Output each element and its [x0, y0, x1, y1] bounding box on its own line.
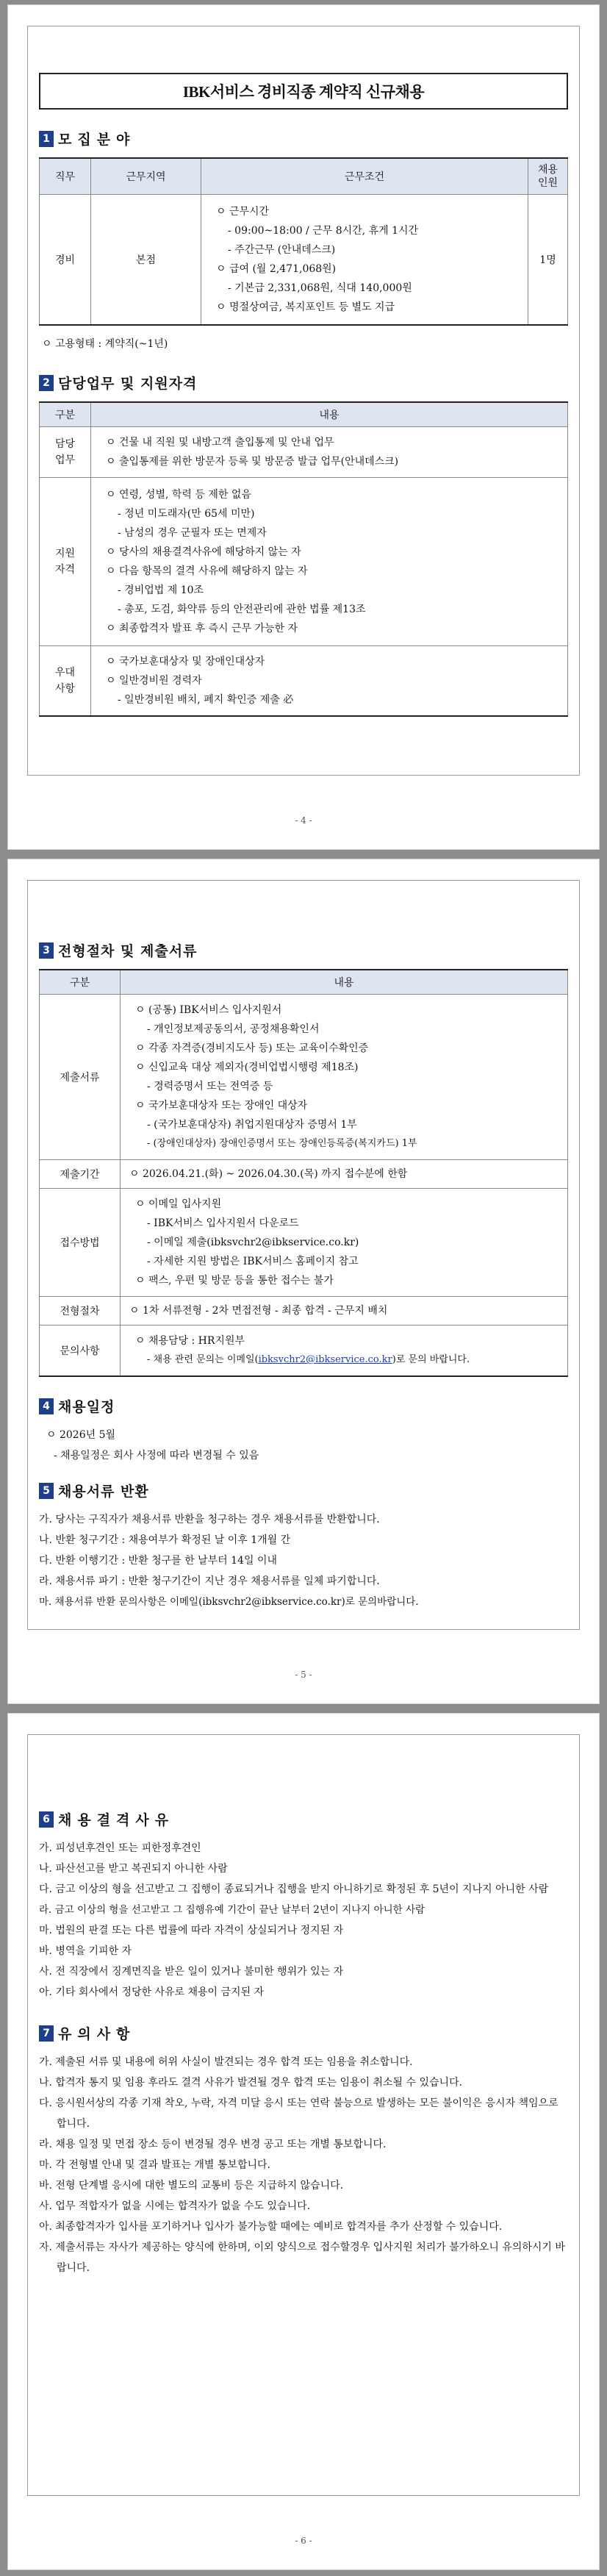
section-heading-selection: [39, 940, 568, 960]
content-line: ㅇ 연령, 성별, 학력 등 제한 없음: [106, 489, 251, 501]
header-content: 내용: [121, 970, 568, 995]
recruitment-table: [39, 157, 568, 326]
content-line: ㅇ 채용담당 : HR지원부: [135, 1335, 245, 1347]
content-line: ㅇ 1차 서류전형 - 2차 면접전형 - 최종 합격 - 근무지 배치: [129, 1305, 388, 1317]
content-line: - 일반경비원 배치, 폐지 확인증 제출 必: [118, 694, 294, 706]
row-content-process: [121, 1297, 568, 1325]
condition-line: - 09:00~18:00 / 근무 8시간, 휴게 1시간: [228, 225, 419, 237]
selection-table: [39, 969, 568, 1377]
content-line: - (장애인대상자) 장애인증명서 또는 장애인등록증(복지카드) 1부: [147, 1138, 417, 1149]
header-content: 내용: [91, 402, 568, 427]
body-line: - 채용일정은 회사 사정에 따라 변경될 수 있음: [54, 1450, 259, 1461]
condition-line: ㅇ 근무시간: [216, 206, 270, 218]
content-line: - (국가보훈대상자) 취업지원대상자 증명서 1부: [147, 1119, 357, 1131]
row-content-method: [121, 1189, 568, 1297]
section-number: 1: [39, 131, 54, 147]
body-line: 가. 당사는 구직자가 채용서류 반환을 청구하는 경우 채용서류를 반환합니다.: [39, 1514, 380, 1525]
inquiry-email-line: - 채용 관련 문의는 이메일(ibksvchr2@ibkservice.co.kr)로 문의 바랍니다.: [147, 1354, 470, 1365]
page-number: - 6 -: [295, 2536, 312, 2546]
row-content-qualifications: [91, 478, 568, 646]
row-content-preferences: [91, 646, 568, 717]
body-line: 사. 전 직장에서 징계면직을 받은 일이 있거나 불미한 행위가 있는 자: [39, 1966, 344, 1978]
condition-line: - 주간근무 (안내데스크): [228, 244, 336, 256]
condition-line: ㅇ 급여 (월 2,471,068원): [216, 263, 337, 275]
cell-conditions: [201, 195, 528, 326]
content-line: ㅇ 팩스, 우편 및 방문 등을 통한 접수는 불가: [135, 1275, 334, 1287]
content-line: ㅇ 국가보훈대상자 및 장애인대상자: [106, 656, 265, 668]
header-category: 구분: [40, 970, 121, 995]
row-label-preferences: 우대 사항: [40, 646, 91, 717]
body-line: 마. 채용서류 반환 문의사항은 이메일(ibksvchr2@ibkservice.co.kr)로 문의바랍니다.: [39, 1596, 419, 1608]
section-title: 전형절차 및 제출서류: [58, 943, 198, 959]
content-line: - 자세한 지원 방법은 IBK서비스 홈페이지 참고: [147, 1256, 359, 1267]
header-conditions: 근무조건: [201, 158, 528, 195]
body-line: 자. 제출서류는 자사가 제공하는 양식에 한하며, 이외 양식으로 접수할경우 입사지원 처리가 불가하오니 유의하시기 바랍니다.: [39, 2242, 565, 2274]
page-content: [39, 1743, 568, 2278]
content-line: ㅇ 당사의 채용결격사유에 해당하지 않는 자: [106, 546, 301, 558]
row-label-period: 제출기간: [40, 1160, 121, 1189]
body-line: ㅇ 2026년 5월: [46, 1429, 116, 1441]
content-line: - 정년 미도래자(만 65세 미만): [118, 508, 255, 520]
section-title: 채용일정: [58, 1399, 115, 1415]
section-number: 2: [39, 375, 54, 391]
disqualifications-body: [39, 1838, 568, 2003]
header-job: 직무: [40, 158, 91, 195]
content-line: - 이메일 제출(ibksvchr2@ibkservice.co.kr): [147, 1237, 359, 1248]
row-label-method: 접수방법: [40, 1189, 121, 1297]
document-return-body: [39, 1509, 568, 1612]
section-title: 유의사항: [58, 2026, 136, 2042]
row-label-inquiry: 문의사항: [40, 1325, 121, 1377]
content-line: ㅇ 다음 항목의 결격 사유에 해당하지 않는 자: [106, 565, 308, 577]
header-headcount: 채용 인원: [528, 158, 568, 195]
section-number: 6: [39, 1811, 54, 1828]
body-line: 바. 전형 단계별 응시에 대한 별도의 교통비 등은 지급하지 않습니다.: [39, 2180, 344, 2192]
row-content-inquiry: [121, 1325, 568, 1377]
body-line: 나. 합격자 통지 및 임용 후라도 결격 사유가 발견될 경우 합격 또는 임용이 취소될 수 있습니다.: [39, 2077, 463, 2089]
content-line: ㅇ (공통) IBK서비스 입사지원서: [135, 1004, 282, 1016]
content-line: - 총포, 도검, 화약류 등의 안전관리에 관한 법률 제13조: [118, 604, 366, 615]
content-line: ㅇ 신입교육 대상 제외자(경비업법시행령 제18조): [135, 1062, 359, 1073]
body-line: 라. 채용 일정 및 면접 장소 등이 변경될 경우 변경 공고 또는 개별 통보합니다.: [39, 2139, 387, 2150]
section-title: 채용결격사유: [58, 1812, 175, 1828]
section-title: 모집분야: [58, 132, 136, 148]
row-label-process: 전형절차: [40, 1297, 121, 1325]
duties-table: [39, 401, 568, 717]
section-number: 5: [39, 1483, 54, 1499]
section-heading-duties: [39, 373, 568, 393]
row-label-qualifications: 지원 자격: [40, 478, 91, 646]
section-number: 3: [39, 942, 54, 959]
content-line: ㅇ 이메일 입사지원: [135, 1198, 222, 1210]
content-line: - 경력증명서 또는 전역증 등: [147, 1081, 273, 1092]
row-label-duties: 담당 업무: [40, 427, 91, 478]
page-content: [39, 35, 568, 717]
page-number: - 5 -: [295, 1670, 312, 1680]
content-line: - 경비업법 제 10조: [118, 584, 204, 596]
body-line: 마. 각 전형별 안내 및 결과 발표는 개별 통보합니다.: [39, 2159, 270, 2171]
document-page-4: [7, 4, 600, 850]
body-line: 나. 반환 청구기간 : 채용여부가 확정된 날 이후 1개월 간: [39, 1534, 291, 1546]
notes-body: [39, 2052, 568, 2278]
body-line: 가. 제출된 서류 및 내용에 허위 사실이 발견되는 경우 합격 또는 임용을 취소합니다.: [39, 2056, 413, 2068]
page-content: [39, 889, 568, 1612]
page-number: - 4 -: [295, 815, 312, 826]
body-line: 마. 법원의 판결 또는 다른 법률에 따라 자격이 상실되거나 정지된 자: [39, 1925, 344, 1936]
content-line: ㅇ 일반경비원 경력자: [106, 675, 202, 687]
section-heading-recruitment-field: [39, 129, 568, 149]
body-line: 다. 반환 이행기간 : 반환 청구를 한 날부터 14일 이내: [39, 1555, 277, 1567]
row-content-period: [121, 1160, 568, 1189]
document-page-5: [7, 859, 600, 1704]
section-number: 4: [39, 1398, 54, 1414]
header-location: 근무지역: [91, 158, 201, 195]
cell-job: 경비: [40, 195, 91, 326]
body-line: 다. 금고 이상의 형을 선고받고 그 집행이 종료되거나 집행을 받지 아니하기로 확정된 후 5년이 지나지 아니한 사람: [39, 1883, 549, 1895]
content-line: ㅇ 각종 자격증(경비지도사 등) 또는 교육이수확인증: [135, 1042, 369, 1054]
document-page-6: [7, 1713, 600, 2570]
content-line: ㅇ 2026.04.21.(화) ~ 2026.04.30.(목) 까지 접수분에 한함: [129, 1168, 408, 1180]
content-line: ㅇ 건물 내 직원 및 내방고객 출입통제 및 안내 업무: [106, 437, 334, 448]
body-line: 라. 금고 이상의 형을 선고받고 그 집행유예 기간이 끝난 날부터 2년이 지나지 아니한 사람: [39, 1904, 425, 1916]
cell-location: 본점: [91, 195, 201, 326]
content-line: - 개인정보제공동의서, 공정채용확인서: [147, 1023, 320, 1035]
body-line: 사. 업무 적합자가 없을 시에는 합격자가 없을 수도 있습니다.: [39, 2200, 311, 2212]
body-line: 나. 파산선고를 받고 복권되지 아니한 사람: [39, 1863, 228, 1875]
section-heading-notes: [39, 2023, 568, 2043]
row-content-documents: [121, 995, 568, 1160]
schedule-body: [39, 1425, 568, 1466]
content-line: ㅇ 최종합격자 발표 후 즉시 근무 가능한 자: [106, 623, 298, 634]
condition-line: ㅇ 명절상여금, 복지포인트 등 별도 지급: [216, 301, 395, 313]
content-line: - IBK서비스 입사지원서 다운로드: [147, 1217, 299, 1229]
section-heading-document-return: [39, 1481, 568, 1500]
content-line: ㅇ 국가보훈대상자 또는 장애인 대상자: [135, 1100, 308, 1112]
section-title: 담당업무 및 지원자격: [58, 376, 198, 392]
section-heading-schedule: [39, 1396, 568, 1416]
header-category: 구분: [40, 402, 91, 427]
employment-type-note: ㅇ 고용형태 : 계약직(~1년): [42, 338, 168, 350]
body-line: 가. 피성년후견인 또는 피한정후견인: [39, 1842, 201, 1854]
cell-headcount: 1명: [528, 195, 568, 326]
content-line: ㅇ 출입통제를 위한 방문자 등록 및 방문증 발급 업무(안내데스크): [106, 456, 399, 468]
document-title: IBK서비스 경비직종 계약직 신규채용: [39, 73, 568, 110]
condition-line: - 기본급 2,331,068원, 식대 140,000원: [228, 282, 412, 294]
row-content-duties: [91, 427, 568, 478]
body-line: 아. 기타 회사에서 정당한 사유로 채용이 금지된 자: [39, 1986, 265, 1998]
section-title: 채용서류 반환: [58, 1484, 149, 1500]
inquiry-email-link[interactable]: ibksvchr2@ibkservice.co.kr: [258, 1354, 392, 1365]
row-label-documents: 제출서류: [40, 995, 121, 1160]
section-heading-disqualifications: [39, 1809, 568, 1829]
body-line: 다. 응시원서상의 각종 기재 착오, 누락, 자격 미달 응시 또는 연락 불능으로 발생하는 모든 불이익은 응시자 책임으로 합니다.: [39, 2097, 558, 2130]
section-number: 7: [39, 2025, 54, 2042]
body-line: 라. 채용서류 파기 : 반환 청구기간이 지난 경우 채용서류를 일체 파기합니다.: [39, 1575, 380, 1587]
body-line: 바. 병역을 기피한 자: [39, 1945, 132, 1957]
body-line: 아. 최종합격자가 입사를 포기하거나 입사가 불가능할 때에는 예비로 합격자를 추가 산정할 수 있습니다.: [39, 2221, 503, 2233]
content-line: - 남성의 경우 군필자 또는 면제자: [118, 527, 267, 539]
